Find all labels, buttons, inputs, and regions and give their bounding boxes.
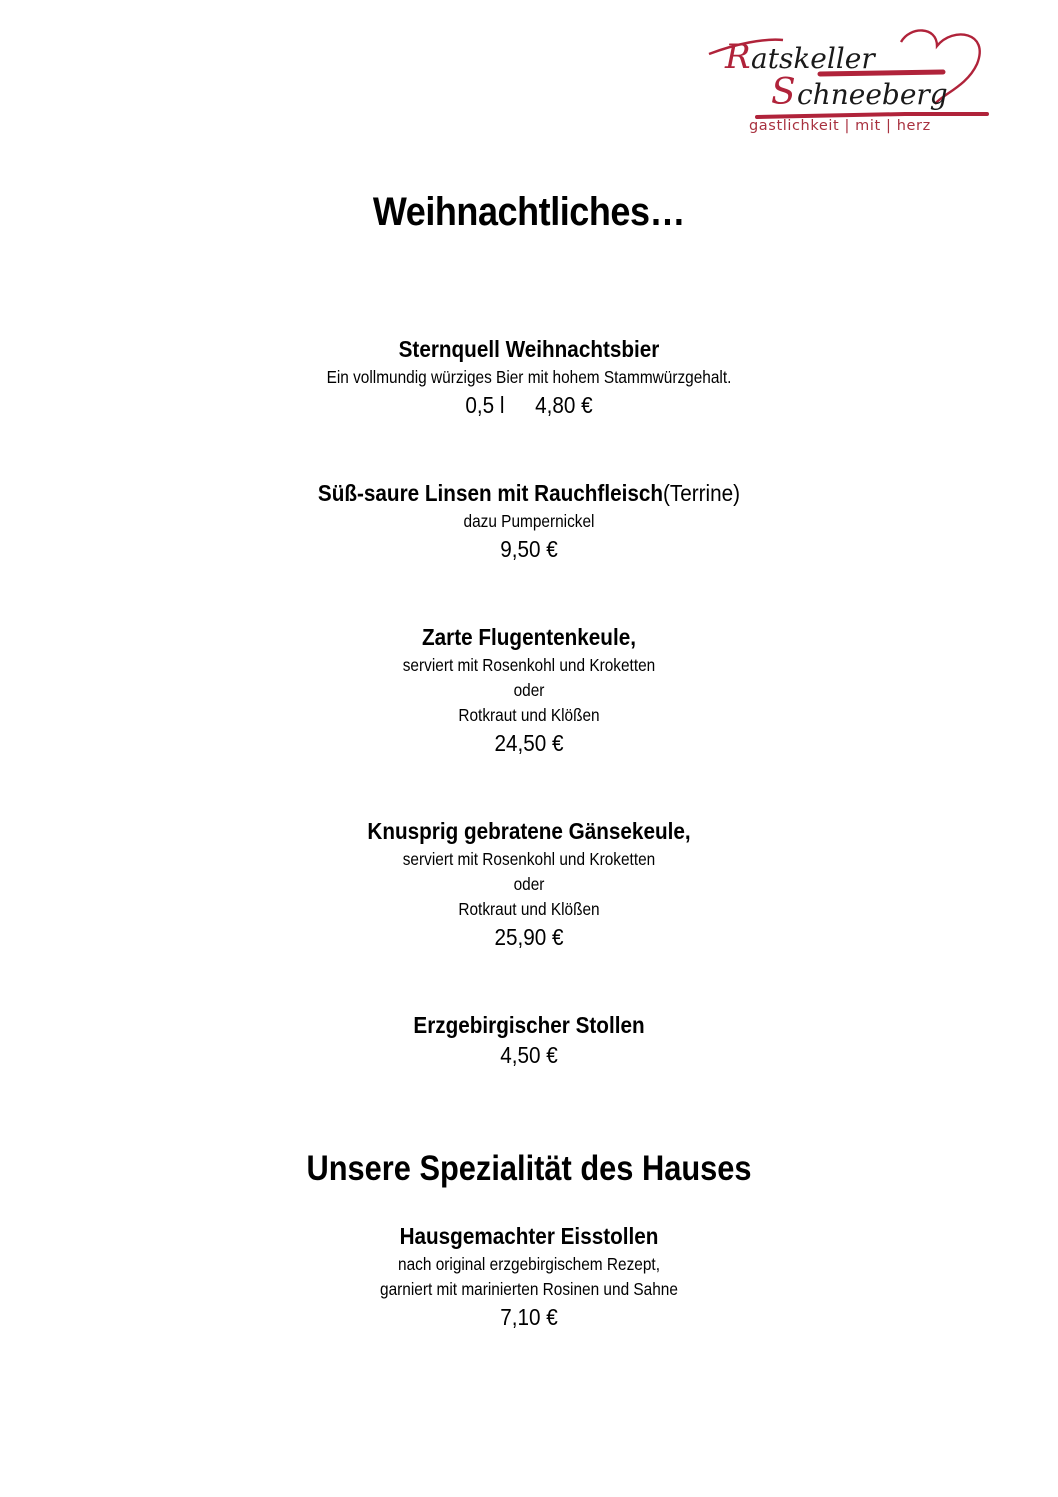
menu-item-size: 0,5 l: [465, 392, 505, 418]
menu-item-name: Hausgemachter Eisstollen: [399, 1223, 659, 1249]
menu-item-price: 7,10 €: [500, 1304, 558, 1330]
menu-item-name: Süß-saure Linsen mit Rauchfleisch(Terrine): [317, 480, 741, 506]
page-title: Weihnachtliches…: [372, 190, 686, 234]
menu-item-price: 24,50 €: [494, 730, 564, 756]
menu-item-name: Erzgebirgischer Stollen: [413, 1012, 645, 1038]
menu-item-name: Sternquell Weihnachtsbier: [398, 336, 660, 362]
svg-text:atskeller: atskeller: [751, 42, 875, 75]
menu-item-name: Knusprig gebratene Gänsekeule,: [367, 818, 691, 844]
logo-ratskeller-text: R: [725, 37, 751, 77]
menu-item-desc: dazu Pumpernickel: [463, 511, 595, 531]
menu-item-desc: Ein vollmundig würziges Bier mit hohem Stammwürzgehalt.: [326, 367, 732, 387]
restaurant-logo: [705, 24, 995, 144]
menu-item-price: 4,80 €: [535, 392, 593, 418]
menu-item-desc: serviert mit Rosenkohl und Kroketten: [402, 849, 656, 869]
menu-item-price: 9,50 €: [500, 536, 558, 562]
heart-script-logo-icon: [705, 24, 995, 124]
svg-text:S: S: [771, 72, 796, 113]
logo-tagline: gastlichkeit | mit | herz: [749, 118, 931, 134]
menu-item-name: Zarte Flugentenkeule,: [422, 624, 636, 650]
menu-item-desc: Rotkraut und Klößen: [458, 899, 600, 919]
menu-item-desc: oder: [513, 874, 545, 894]
menu-item-price: 4,50 €: [500, 1042, 558, 1068]
section-heading: Unsere Spezialität des Hauses: [306, 1149, 752, 1188]
menu-item-desc: Rotkraut und Klößen: [458, 705, 600, 725]
menu-item-desc: nach original erzgebirgischem Rezept,: [398, 1254, 660, 1274]
menu-item-desc: oder: [513, 680, 545, 700]
menu-item-desc: serviert mit Rosenkohl und Kroketten: [402, 655, 656, 675]
menu-item-price: 25,90 €: [494, 924, 564, 950]
menu-item-desc: garniert mit marinierten Rosinen und Sahne: [380, 1279, 678, 1299]
svg-text:chneeberg: chneeberg: [797, 78, 948, 111]
menu-item-price-row: [53, 392, 1005, 419]
